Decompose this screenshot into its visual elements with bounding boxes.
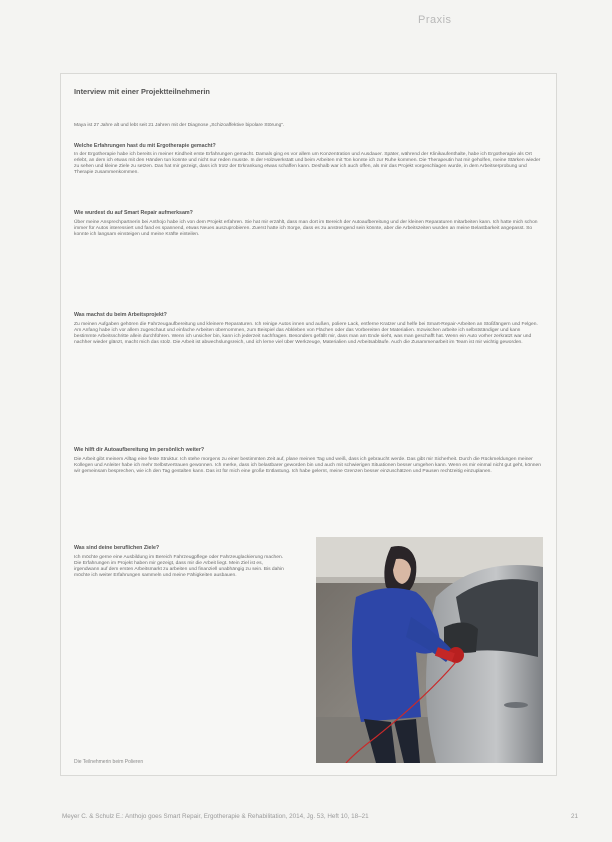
footer-reference: Meyer C. & Schulz E.: Anthojo goes Smart Repair, Ergotherapie & Rehabilitation, 2014, Jg. 53, Heft 10, 18–21 [62,813,369,820]
answer-1: In der Ergotherapie habe ich bereits in meiner Kindheit erste Erfahrungen gemacht. Damals ging es vor allem um Konzentration und Ausdauer. Später, während der Klinikaufenthalte, habe ich Ergotherapie als Ort erlebt, an dem ich etwas mit den Händen tun konnte und nicht nur reden musste. In der Holzwerkstatt und beim Arbeiten mit Ton konnte ich zur Ruhe kommen. Die Therapeutin hat mir geholfen, meine Stärken wieder zu sehen und kleine Ziele zu setzen. Das hat mir gezeigt, dass ich trotz der Erkrankung etwas schaffen kann. Deshalb war ich auch offen, als mir das Projekt vorgeschlagen wurde, in dem Arbeitserprobung und Therapie zusammenkommen. [74,152,541,176]
question-3: Was machst du beim Arbeitsprojekt? [74,312,167,318]
question-2: Wie wurdest du auf Smart Repair aufmerksam? [74,210,193,216]
answer-3: Zu meinen Aufgaben gehören die Fahrzeugaufbereitung und kleinere Reparaturen. Ich reinige Autos innen und außen, poliere Lack, entferne Kratzer und helfe bei Smart-Repair-Arbeiten an Stoßfängern und Felgen. Am Anfang habe ich vor allem zugeschaut und einfache Arbeiten übernommen, zum Beispiel das Abkleben von Flächen oder das Vorbereiten der Materialien. Inzwischen arbeite ich selbstständiger und kann bestimmte Arbeitsschritte allein durchführen. Wenn ich unsicher bin, kann ich jederzeit nachfragen. Besonders gefällt mir, dass man am Ende sieht, was man geschafft hat. Wenn ein Auto vorher zerkratzt war und nachher wieder glänzt, macht mich das stolz. Die Arbeit ist abwechslungsreich, und ich lerne viel über Werkzeuge, Materialien und Arbeitsabläufe. Auch die Zusammenarbeit im Team ist mir wichtig geworden. [74,322,538,346]
section-label: Praxis [418,14,452,26]
article-title: Interview mit einer Projektteilnehmerin [74,87,210,96]
answer-2: Über meine Ansprechpartnerin bei Anthojo habe ich von dem Projekt erfahren. Sie hat mir erzählt, dass man dort im Bereich der Autoaufbereitung und der kleinen Reparaturen mitarbeiten kann. Ich hatte mich schon immer für Autos interessiert und fand es spannend, etwas Neues auszuprobieren. Zuerst hatte ich Sorge, dass es zu anstrengend sein könnte, aber die Arbeitszeiten wurden an meine Belastbarkeit angepasst. So konnte ich langsam einsteigen und meine Kräfte einteilen. [74,220,538,238]
article-photo [316,537,543,763]
photo-caption: Die Teilnehmerin beim Polieren [74,759,144,765]
page-number: 21 [571,813,579,820]
answer-4: Die Arbeit gibt meinem Alltag eine feste Struktur. Ich stehe morgens zu einer bestimmten Zeit auf, plane meinen Tag und weiß, dass ich gebraucht werde. Das gibt mir Sicherheit. Durch die Rückmeldungen meiner Kollegen und Anleiter habe ich mehr Selbstvertrauen gewonnen. Ich merke, dass ich belastbarer geworden bin und auch mit schwierigen Situationen besser umgehen kann. Wenn es mir einmal nicht gut geht, können wir gemeinsam besprechen, wie ich den Tag gestalten kann. Das ist für mich eine große Entlastung. Ich habe gelernt, meine Grenzen besser einzuschätzen und Pausen rechtzeitig einzuplanen. [74,457,541,475]
article-intro: Maya ist 27 Jahre alt und lebt seit 21 Jahren mit der Diagnose „Schizoaffektive bipolare Störung“. [74,123,285,128]
question-4: Wie hilft dir Autoaufbereitung im persönlich weiter? [74,447,205,453]
photo-illustration [316,537,543,763]
question-1: Welche Erfahrungen hast du mit Ergotherapie gemacht? [74,143,216,149]
question-5: Was sind deine beruflichen Ziele? [74,545,160,551]
answer-5: Ich möchte gerne eine Ausbildung im Bereich Fahrzeugpflege oder Fahrzeuglackierung machen. Die Erfahrungen im Projekt haben mir gezeigt, dass mir die Arbeit liegt. Mein Ziel ist es, irgendwann auf dem ersten Arbeitsmarkt zu arbeiten und finanziell unabhängig zu sein. Bis dahin möchte ich weiter Erfahrungen sammeln und meine Fähigkeiten ausbauen. [74,555,284,579]
